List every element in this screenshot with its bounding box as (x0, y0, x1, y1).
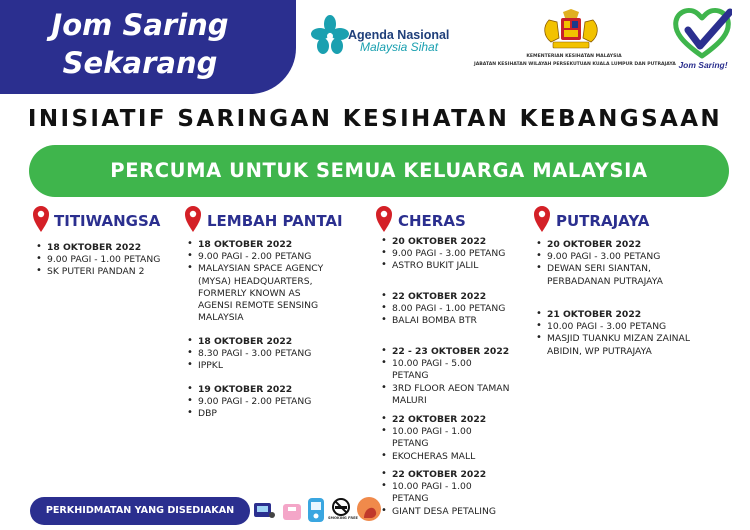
entry-time-row (35, 254, 175, 266)
entry-venue: MALAYSIAN SPACE AGENCY (MYSA) HEADQUARTERS, FORMERLY KNOWN AS AGENSI REMOTE SENSING MALAYSIA (198, 263, 324, 324)
entry-time-row (380, 481, 510, 505)
entry-date-row (35, 242, 175, 254)
entry-date: 22 OKTOBER 2022 (392, 469, 487, 480)
entry-time: 8.00 PAGI - 1.00 PETANG (392, 303, 506, 315)
entry-time: 9.00 PAGI - 2.00 PETANG (198, 251, 312, 263)
bullet-icon: • (187, 407, 193, 419)
location-name: CHERAS (398, 212, 466, 230)
entry-date: 20 OKTOBER 2022 (392, 236, 487, 247)
bullet-icon: • (381, 413, 387, 424)
entry-time-row (380, 303, 510, 315)
entry-time-row (380, 426, 510, 450)
entry-time: 8.30 PAGI - 3.00 PETANG (198, 348, 312, 360)
entry-venue-row (186, 263, 336, 324)
glucometer-icon (306, 496, 326, 524)
entry-date: 22 OKTOBER 2022 (392, 414, 487, 425)
page-title: INISIATIF SARINGAN KESIHATAN KEBANGSAAN (27, 106, 723, 132)
bullet-icon: • (36, 265, 42, 277)
entry-venue-row (380, 383, 510, 407)
entry-venue: ASTRO BUKIT JALIL (392, 260, 479, 272)
bullet-icon: • (381, 247, 387, 259)
bullet-icon: • (36, 241, 42, 252)
entry-venue-row (186, 360, 336, 372)
bullet-icon: • (381, 357, 387, 369)
schedule-entry (35, 242, 175, 279)
location-pin-icon (32, 205, 50, 233)
schedule-entry (380, 291, 510, 328)
location-name: PUTRAJAYA (556, 212, 650, 230)
schedule-entry (380, 236, 510, 273)
entry-date: 20 OKTOBER 2022 (547, 239, 642, 250)
location-name: LEMBAH PANTAI (207, 212, 343, 230)
services-label: PERKHIDMATAN YANG DISEDIAKAN (45, 505, 235, 516)
entry-date-row (186, 239, 336, 251)
entry-venue-row (186, 408, 336, 420)
entry-time-row (186, 348, 336, 360)
blood-pressure-icon (252, 498, 276, 522)
bullet-icon: • (187, 262, 193, 274)
entry-venue: DBP (198, 408, 217, 420)
entry-time-row (380, 358, 510, 382)
entry-date: 18 OKTOBER 2022 (198, 239, 293, 250)
banner-line-2: Sekarang (62, 46, 218, 80)
entry-time: 9.00 PAGI - 1.00 PETANG (47, 254, 161, 266)
entry-time-row (535, 321, 690, 333)
entry-date-row (380, 346, 510, 358)
bullet-icon: • (187, 238, 193, 249)
schedule-entry (186, 384, 336, 421)
bullet-icon: • (187, 359, 193, 371)
entry-date-row (186, 336, 336, 348)
bullet-icon: • (187, 383, 193, 394)
entry-date: 19 OKTOBER 2022 (198, 384, 293, 395)
entry-venue: SK PUTERI PANDAN 2 (47, 266, 145, 278)
entry-time-row (380, 248, 510, 260)
agenda-logo-line-1: Agenda Nasional (348, 28, 450, 42)
bullet-icon: • (187, 347, 193, 359)
entry-venue: IPPKL (198, 360, 223, 372)
bullet-icon: • (381, 290, 387, 301)
smoking-free-label: SMOKING FREE (328, 516, 358, 520)
entry-venue-row (380, 260, 510, 272)
entry-date-row (380, 291, 510, 303)
bullet-icon: • (536, 238, 542, 249)
entry-venue-row (35, 266, 175, 278)
schedule-entry (380, 469, 510, 518)
schedule-entry (186, 336, 336, 373)
entry-venue-row (535, 263, 690, 287)
entry-time: 10.00 PAGI - 5.00 PETANG (392, 358, 472, 382)
mental-health-icon (356, 496, 382, 524)
entry-date-row (380, 414, 510, 426)
bullet-icon: • (381, 235, 387, 246)
entry-date-row (380, 236, 510, 248)
bullet-icon: • (381, 259, 387, 271)
bullet-icon: • (36, 253, 42, 265)
entry-time-row (535, 251, 690, 263)
entry-date-row (380, 469, 510, 481)
entry-time: 9.00 PAGI - 3.00 PETANG (547, 251, 661, 263)
entry-venue: BALAI BOMBA BTR (392, 315, 477, 327)
entry-date-row (186, 384, 336, 396)
jom-saring-logo-label: Jom Saring! (678, 60, 728, 70)
entry-venue: GIANT DESA PETALING (392, 505, 496, 517)
agenda-logo-line-2: Malaysia Sihat (360, 40, 439, 54)
entry-venue: EKOCHERAS MALL (392, 450, 476, 462)
bullet-icon: • (381, 504, 387, 516)
entry-venue-row (380, 451, 510, 463)
smoking-free-icon (330, 498, 352, 516)
subtitle-banner (29, 145, 729, 197)
entry-venue: 3RD FLOOR AEON TAMAN MALURI (392, 382, 510, 406)
bullet-icon: • (536, 332, 542, 344)
entry-time-row (186, 251, 336, 263)
bullet-icon: • (381, 381, 387, 393)
entry-date: 21 OKTOBER 2022 (547, 309, 642, 320)
weighing-scale-icon (281, 500, 303, 522)
entry-venue-row (535, 333, 690, 357)
entry-venue: DEWAN SERI SIANTAN, PERBADANAN PUTRAJAYA (547, 263, 663, 287)
bullet-icon: • (381, 425, 387, 437)
bullet-icon: • (536, 262, 542, 274)
schedule-entry (380, 414, 510, 463)
entry-time: 10.00 PAGI - 1.00 PETANG (392, 481, 472, 505)
bullet-icon: • (381, 302, 387, 314)
entry-date-row (535, 309, 690, 321)
location-pin-icon (375, 205, 393, 233)
bullet-icon: • (536, 250, 542, 262)
header-banner (0, 0, 296, 94)
bullet-icon: • (187, 395, 193, 407)
entry-time: 9.00 PAGI - 3.00 PETANG (392, 248, 506, 260)
coat-of-arms-icon (535, 8, 607, 52)
entry-venue: MASJID TUANKU MIZAN ZAINAL ABIDIN, WP PUTRAJAYA (547, 333, 690, 357)
subtitle: PERCUMA UNTUK SEMUA KELUARGA MALAYSIA (110, 159, 648, 182)
schedule-entry (535, 309, 690, 358)
entry-venue-row (380, 315, 510, 327)
heart-check-logo-icon (672, 6, 732, 61)
entry-time-row (186, 396, 336, 408)
schedule-entry (186, 239, 336, 324)
bullet-icon: • (536, 308, 542, 319)
services-banner (30, 497, 250, 525)
entry-time: 10.00 PAGI - 3.00 PETANG (547, 321, 667, 333)
entry-date: 18 OKTOBER 2022 (47, 242, 142, 253)
schedule-entry (380, 346, 510, 407)
entry-date-row (535, 239, 690, 251)
schedule-entry (535, 239, 690, 288)
location-pin-icon (184, 205, 202, 233)
bullet-icon: • (187, 250, 193, 262)
bullet-icon: • (381, 345, 387, 356)
bullet-icon: • (381, 468, 387, 479)
department-name: JABATAN KESIHATAN WILAYAH PERSEKUTUAN KUALA LUMPUR DAN PUTRAJAYA (474, 62, 676, 67)
hibiscus-logo-icon (310, 12, 350, 62)
entry-time: 9.00 PAGI - 2.00 PETANG (198, 396, 312, 408)
bullet-icon: • (536, 320, 542, 332)
location-name: TITIWANGSA (54, 212, 161, 230)
entry-time: 10.00 PAGI - 1.00 PETANG (392, 426, 472, 450)
ministry-name: KEMENTERIAN KESIHATAN MALAYSIA (526, 54, 622, 59)
banner-line-1: Jom Saring (51, 8, 229, 42)
bullet-icon: • (381, 480, 387, 492)
bullet-icon: • (381, 314, 387, 326)
bullet-icon: • (187, 335, 193, 346)
entry-venue-row (380, 506, 510, 518)
bullet-icon: • (381, 449, 387, 461)
entry-date: 22 OKTOBER 2022 (392, 291, 487, 302)
entry-date: 18 OKTOBER 2022 (198, 336, 293, 347)
entry-date: 22 - 23 OKTOBER 2022 (392, 346, 510, 357)
location-pin-icon (533, 205, 551, 233)
